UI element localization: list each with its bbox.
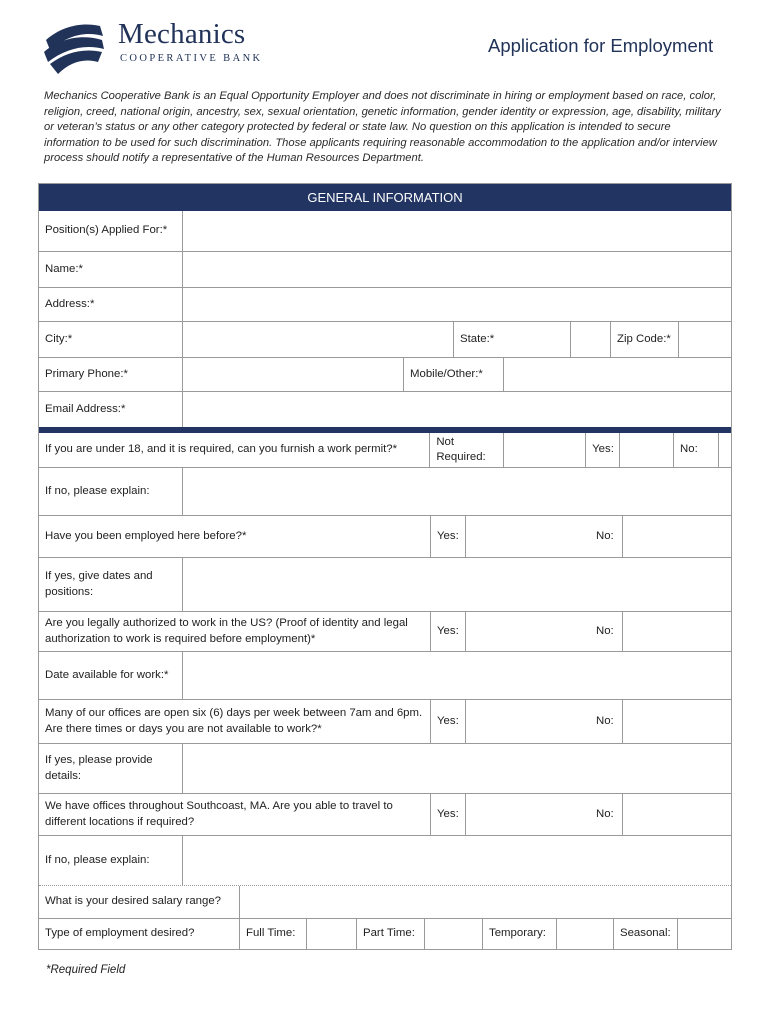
city-label: City:* xyxy=(45,332,73,345)
availability-question: Many of our offices are open six (6) days per week between 7am and 6pm. Are there times or days you are not available to work?* xyxy=(45,707,423,735)
email-input[interactable] xyxy=(182,392,731,427)
mobile-label: Mobile/Other:* xyxy=(403,358,503,391)
state-input[interactable] xyxy=(570,322,610,357)
bank-name: Mechanics xyxy=(118,18,246,50)
not-required-checkbox[interactable] xyxy=(503,433,553,467)
travel-question: We have offices throughout Southcoast, MA. Are you able to travel to different locations if required? xyxy=(45,800,393,828)
availability-row xyxy=(39,699,731,743)
employed-before-row xyxy=(39,515,731,557)
permit-explain-input[interactable] xyxy=(182,468,731,515)
email-row xyxy=(39,391,731,427)
details-label: If yes, please provide details: xyxy=(45,754,153,782)
travel-yes-label: Yes: xyxy=(430,794,465,835)
position-input[interactable] xyxy=(182,211,731,251)
temporary-checkbox[interactable] xyxy=(556,919,613,949)
address-input[interactable] xyxy=(182,288,731,321)
availability-no-checkbox[interactable] xyxy=(622,700,731,743)
employment-type-row xyxy=(39,918,731,949)
availability-yes-label: Yes: xyxy=(430,700,465,743)
required-field-note: *Required Field xyxy=(46,964,126,976)
mobile-input[interactable] xyxy=(503,358,731,391)
zip-label: Zip Code:* xyxy=(610,322,678,357)
seasonal-checkbox[interactable] xyxy=(677,919,731,949)
not-required-label: Not Required: xyxy=(429,433,503,467)
salary-row xyxy=(39,885,731,918)
travel-explain-row xyxy=(39,835,731,885)
general-information-form xyxy=(38,183,732,950)
state-label: State:* xyxy=(453,322,548,357)
temporary-label: Temporary: xyxy=(482,919,556,949)
name-input[interactable] xyxy=(182,252,731,287)
dates-positions-input[interactable] xyxy=(182,558,731,611)
travel-row xyxy=(39,793,731,835)
bank-logo-mark-icon xyxy=(40,18,110,78)
dates-positions-row xyxy=(39,557,731,611)
employed-yes-checkbox[interactable] xyxy=(465,516,590,557)
authorized-no-checkbox[interactable] xyxy=(622,612,731,651)
dates-positions-label: If yes, give dates and positions: xyxy=(45,570,153,598)
permit-no-label: No: xyxy=(673,433,718,467)
part-time-label: Part Time: xyxy=(356,919,424,949)
document-title: Application for Employment xyxy=(488,35,714,56)
details-input[interactable] xyxy=(182,744,731,793)
travel-yes-checkbox[interactable] xyxy=(465,794,590,835)
eeo-disclaimer: Mechanics Cooperative Bank is an Equal Opportunity Employer and does not discriminate in hiring or employment based on race, color, religion, creed, national origin, ancestry, sex, sexual orientation, genetic information, gender identity or expression, age, disability, military or veteran’s status or any other category protected by federal or state law. No question on this application is intended to secure information to be used for such discrimination. Those applicants requiring reasonable accommodation to the application and/or interview process should notify a representative of the Human Resources Department. xyxy=(44,90,721,165)
travel-no-checkbox[interactable] xyxy=(622,794,731,835)
primary-phone-input[interactable] xyxy=(182,358,403,391)
email-label: Email Address:* xyxy=(45,402,126,415)
name-label: Name:* xyxy=(45,262,83,275)
date-available-input[interactable] xyxy=(182,652,731,699)
full-time-label: Full Time: xyxy=(239,919,306,949)
employed-yes-label: Yes: xyxy=(430,516,465,557)
state-input-spacer[interactable] xyxy=(548,322,570,357)
authorized-yes-checkbox[interactable] xyxy=(465,612,590,651)
employment-type-label: Type of employment desired? xyxy=(45,927,195,940)
bank-logo xyxy=(40,18,270,80)
travel-no-label: No: xyxy=(596,807,614,820)
availability-no-label: No: xyxy=(596,714,614,727)
spacer xyxy=(553,433,585,467)
city-input[interactable] xyxy=(182,322,453,357)
position-row xyxy=(39,211,731,251)
date-available-row xyxy=(39,651,731,699)
authorized-yes-label: Yes: xyxy=(430,612,465,651)
work-permit-question: If you are under 18, and it is required, can you furnish a work permit?* xyxy=(45,443,398,456)
work-permit-row xyxy=(39,427,731,467)
salary-label: What is your desired salary range? xyxy=(45,895,222,908)
permit-yes-checkbox[interactable] xyxy=(619,433,673,467)
position-label: Position(s) Applied For:* xyxy=(45,224,168,237)
full-time-checkbox[interactable] xyxy=(306,919,356,949)
address-row xyxy=(39,287,731,321)
permit-explain-label: If no, please explain: xyxy=(45,484,150,497)
zip-input[interactable] xyxy=(678,322,731,357)
phone-row xyxy=(39,357,731,391)
authorized-row xyxy=(39,611,731,651)
permit-no-checkbox[interactable] xyxy=(718,433,731,467)
permit-explain-row xyxy=(39,467,731,515)
primary-phone-label: Primary Phone:* xyxy=(45,367,128,380)
bank-subtitle: COOPERATIVE BANK xyxy=(120,53,263,64)
authorized-no-label: No: xyxy=(596,624,614,637)
permit-yes-label: Yes: xyxy=(585,433,619,467)
seasonal-label: Seasonal: xyxy=(613,919,677,949)
travel-explain-label: If no, please explain: xyxy=(45,853,150,866)
date-available-label: Date available for work:* xyxy=(45,668,169,681)
part-time-checkbox[interactable] xyxy=(424,919,482,949)
employed-before-question: Have you been employed here before?* xyxy=(45,529,247,542)
section-header: GENERAL INFORMATION xyxy=(39,184,731,211)
name-row xyxy=(39,251,731,287)
employed-no-label: No: xyxy=(596,529,614,542)
city-row xyxy=(39,321,731,357)
authorized-question: Are you legally authorized to work in the US? (Proof of identity and legal authorization to work is required before employment)* xyxy=(45,617,408,645)
availability-yes-checkbox[interactable] xyxy=(465,700,590,743)
travel-explain-input[interactable] xyxy=(182,836,731,885)
salary-input[interactable] xyxy=(239,886,731,918)
employed-no-checkbox[interactable] xyxy=(622,516,731,557)
details-row xyxy=(39,743,731,793)
address-label: Address:* xyxy=(45,297,95,310)
